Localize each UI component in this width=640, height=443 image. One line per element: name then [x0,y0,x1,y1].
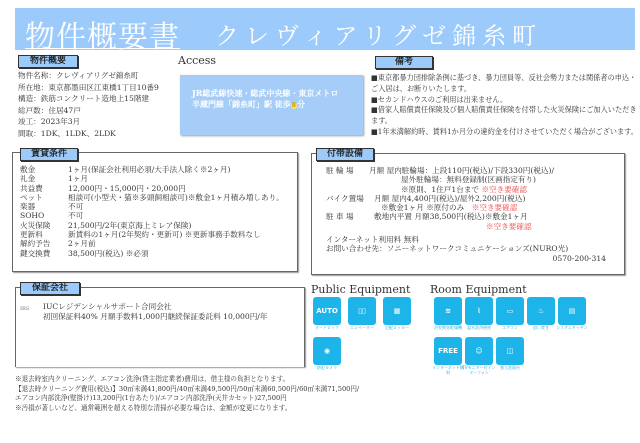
overview-label: 物件概要 [18,55,78,68]
page-title: 物件概要書 [25,20,180,55]
rental-row [20,184,284,193]
equipment-icon: ▯▯ [348,297,376,325]
rental-value: 1ヶ月 [68,174,89,184]
equipment-label: 温水洗浄便座 [467,325,491,330]
equipment-icon: FREE [434,337,462,365]
rental-key: ペット [20,192,43,202]
equipment-label: オートロック [315,325,339,330]
bicycle-key: 駐 輪 場 [326,166,354,175]
equipment-public-1 [348,297,379,330]
rental-key: 共益費 [20,183,43,193]
guarantee-terms: 初回保証料40% 月額手数料1,000円継続保証委託料 10,000円/年 [43,312,268,321]
footnote: ※退去時室内クリーニング、エアコン洗浄(貸主指定業者)費用は、借主様の負担となります。 [15,375,290,383]
note-item: ■借家人賠償責任保険及び個人賠償責任保険を付帯した火災保険にご加入いただきます。 [371,105,637,126]
public-equipment-heading: Public Equipment [311,283,411,296]
parking-line: 敷地内平置 月額38,500円(税込)※敷金1ヶ月 [374,212,528,222]
overview-details [18,70,159,140]
equipment-label: 独立洗面台 [500,365,520,370]
guarantee-info [43,302,267,322]
equipment-label: インターネット無料 [432,365,464,375]
equipment-public-0 [313,297,344,330]
equipment-label: TVモニター付インターフォン [462,365,496,375]
guarantee-logo: IRS [20,306,30,312]
access-box [180,75,363,135]
overview-line: 所在地：東京都墨田区江東橋1丁目10番9 [18,82,159,92]
rental-row [20,165,284,174]
equipment-icon: ▦ [383,297,411,325]
equipment-label: システムキッチン [556,325,588,330]
equipment-room-5 [434,337,465,375]
bike-vacancy-note: ※空き要確認 [471,203,518,213]
rental-label: 賃貸条件 [20,148,78,161]
rental-row [20,249,284,258]
note-item: ■セカンドハウスのご利用は出来ません。 [371,94,508,104]
overview-line: 間取：1DK、1LDK、2LDK [18,128,116,138]
equipment-label: 宅配ロッカー [385,325,409,330]
footnote: 【退去時クリーニング費用(税込)】30㎡未満41,800円/40㎡未満49,500円/50㎡未満60,500円/60㎡未満71,500円/ [15,384,360,393]
overview-line: 竣工：2023年3月 [18,117,81,127]
guarantee-company: IUCレジデンシャルサポート合同会社 [43,302,172,311]
rental-value: 相談可(小型犬・猫※多頭飼相談可)※敷金1ヶ月積み増しあり。 [68,192,284,202]
equipment-label: 浴室換気乾燥機 [434,325,462,330]
rental-value: 不可 [68,202,84,212]
equipment-room-3 [527,297,558,330]
notes-label: 備考 [375,56,433,69]
rental-value: 新賃料の1ヶ月(2年契約・更新可) ※更新事務手数料なし [68,230,261,240]
bicycle-line: 屋外駐輪場：無料登録制(区画指定有り) [401,175,537,185]
equipment-public-2 [383,297,414,330]
rental-row [20,193,284,202]
footnote: ※汚損が著しいなど、通常範囲を超える特別な清掃が必要な場合は、金額が変更になります。 [15,403,292,412]
equipment-icon: ☺ [465,337,493,365]
rental-key: 敷金 [20,165,36,174]
internet-contact: お問い合わせ先：ソニーネットワークコミュニケーションズ(NURO光) [326,244,569,254]
rental-value: 21,500円/2年(東京海上ミレア保険) [68,220,192,230]
rental-row [20,230,284,239]
footnotes [15,375,359,413]
facilities-label: 付帯設備 [316,148,374,161]
bicycle-line: ※原則、1住戸1台まで [401,184,480,194]
parking-vacancy-note: ※空き要確認 [486,221,532,231]
overview-line: 構造：鉄筋コンクリート造地上15階建 [18,94,150,104]
equipment-icon: ≋ [434,297,462,325]
guarantee-box [15,287,305,367]
equipment-icon: ♨ [527,297,555,325]
parking-key: 駐 車 場 [326,212,354,222]
note-item: ■1年未満解約時、賃料1か月分の違約金を付けさせていただく場合がございます。 [371,126,638,136]
equipment-icon: AUTO [313,297,341,325]
equipment-room-2 [496,297,527,330]
equipment-icon: ▭ [496,297,524,325]
notes-list [371,73,639,138]
rental-value: 不可 [68,211,84,221]
header-banner [15,8,635,55]
access-line [192,99,363,111]
rental-key: 礼金 [20,174,36,184]
equipment-label: 防犯カメラ [317,365,337,370]
equipment-icon: ◉ [313,337,341,365]
bike-line: 月額 屋内4,400円(税込)/屋外2,200円(税込) [374,193,526,203]
equipment-label: エレベーター [350,325,374,330]
equipment-room-0 [434,297,465,330]
rental-key: 更新料 [20,230,43,240]
equipment-room-7 [496,337,527,370]
rental-key: 解約予告 [20,239,51,249]
bike-line: ※敷金1ヶ月 ※原付のみ [381,203,465,213]
rental-key: 楽器 [20,202,36,212]
equipment-label: エアコン [502,325,518,330]
rental-table [20,165,284,258]
rental-value: 1ヶ月(保証会社利用必須/大手法人除く※2ヶ月) [68,165,231,174]
access-heading: Access [178,54,217,67]
room-equipment-heading: Room Equipment [430,283,527,296]
rental-value: 2ヶ月前 [68,239,96,249]
walk-minutes: 8 [291,102,296,109]
rental-row [20,239,284,248]
access-line: JR総武線快速・総武中央線・東京メトロ [192,88,339,98]
footnote: エアコン内部洗浄(壁掛け)13,200円(1台あたり)/エアコン内部洗浄(天井カセット)27,500円 [15,394,287,402]
bicycle-vacancy-note: ※空き要確認 [481,184,527,194]
equipment-icon: ◫ [496,337,524,365]
rental-row [20,174,284,183]
internet-fee: インターネット利用料 無料 [326,235,419,245]
bicycle-line: 月額 屋内駐輪場：上段110円(税込)/下段330円(税込)/ [369,166,555,175]
minutes-suffix: 分 [296,99,305,109]
equipment-public-3 [313,337,344,370]
equipment-icon: ▤ [558,297,586,325]
equipment-room-6 [462,337,496,375]
property-name: クレヴィアリグゼ錦糸町 [215,22,543,50]
equipment-room-1 [465,297,496,330]
note-item: ■東京都暴力団排除条例に基づき、暴力団員等、反社会勢力または関係者の申込・ご入居は、お断りいたします。 [371,73,637,93]
equipment-icon: ⌇ [465,297,493,325]
overview-line: 総戸数：住居47戸 [18,105,81,115]
rental-key: 火災保険 [20,220,51,230]
rental-row [20,211,284,220]
rental-row [20,221,284,230]
rental-key: SOHO [20,211,45,221]
overview-line: 物件名称：クレヴィアリグゼ錦糸町 [18,71,139,80]
guarantee-label: 保証会社 [20,282,80,295]
bike-key: バイク置場 [326,193,364,203]
access-station: 半蔵門線「錦糸町」駅 徒歩 [192,99,291,109]
rental-value: 12,000円・15,000円・20,000円 [68,183,186,193]
contact-phone: 0570-200-314 [552,253,606,263]
equipment-room-4 [558,297,589,330]
rental-value: 38,500円(税込) ※必須 [68,248,149,258]
rental-row [20,202,284,211]
equipment-label: 追い焚き [533,325,549,330]
rental-key: 鍵交換費 [20,248,51,258]
facilities-content [326,166,616,263]
